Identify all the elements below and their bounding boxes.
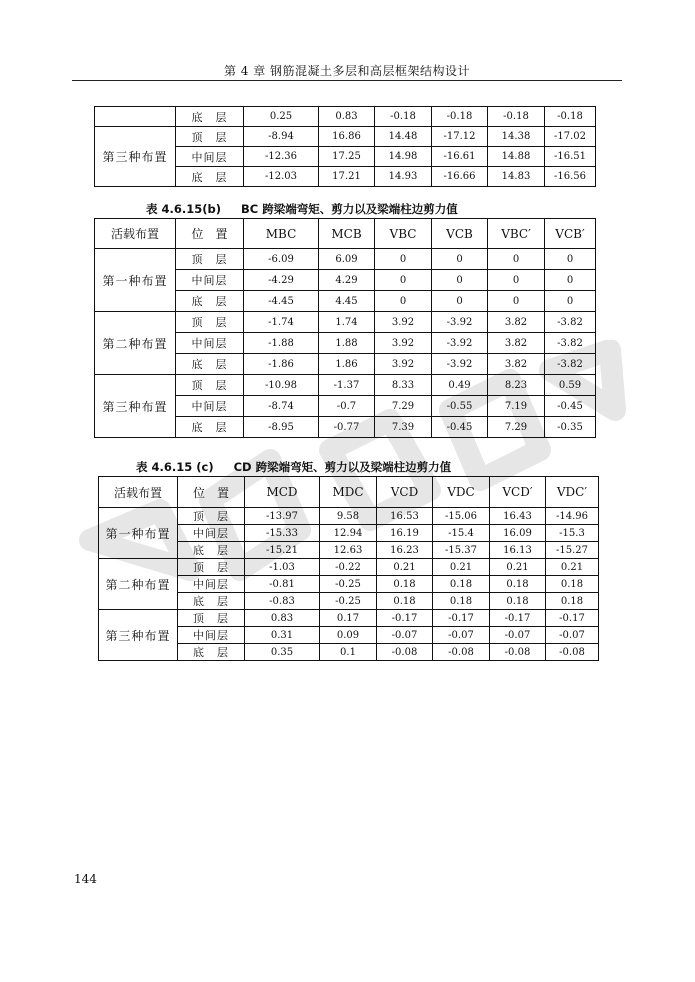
value-cell: 0.25 [244,107,319,127]
column-header: VCB′ [545,219,596,249]
value-cell: -0.17 [377,610,433,627]
table-a-continued [94,106,596,187]
value-cell: 3.92 [375,333,432,354]
value-cell: 16.23 [377,542,433,559]
position-cell: 底 层 [176,167,244,187]
value-cell: -0.45 [545,396,596,417]
group-cell [95,107,176,127]
value-cell: -4.29 [244,270,319,291]
value-cell: 3.92 [375,354,432,375]
caption-number: 表 4.6.15 (c) [136,460,214,474]
position-cell: 底 层 [178,593,245,610]
value-cell: 0.18 [546,576,599,593]
position-cell: 中间层 [176,396,244,417]
position-cell: 中间层 [176,147,244,167]
value-cell: -15.37 [433,542,490,559]
value-cell: -0.18 [545,107,596,127]
value-cell: 0.09 [320,627,377,644]
value-cell: 7.19 [488,396,545,417]
value-cell: 16.09 [490,525,546,542]
table-row [99,508,599,525]
position-cell: 底 层 [176,354,244,375]
column-header: VCB [432,219,488,249]
column-header: MDC [320,477,377,508]
value-cell: -0.07 [546,627,599,644]
position-cell: 底 层 [178,542,245,559]
value-cell: 16.19 [377,525,433,542]
value-cell: 9.58 [320,508,377,525]
caption-number: 表 4.6.15(b) [146,202,221,216]
value-cell: 0.21 [546,559,599,576]
value-cell: -6.09 [244,249,319,270]
table-b [94,218,596,438]
value-cell: 0 [432,270,488,291]
value-cell: -1.37 [319,375,375,396]
value-cell: 0.49 [432,375,488,396]
position-cell: 底 层 [178,644,245,661]
value-cell: -0.08 [546,644,599,661]
position-cell: 顶 层 [176,249,244,270]
value-cell: 16.86 [319,127,375,147]
value-cell: -16.56 [545,167,596,187]
value-cell: 17.21 [319,167,375,187]
value-cell: 1.86 [319,354,375,375]
column-header: 活载布置 [99,477,178,508]
header-rule [72,80,622,81]
value-cell: -8.94 [244,127,319,147]
position-cell: 中间层 [178,627,245,644]
value-cell: -0.07 [490,627,546,644]
value-cell: 0.18 [377,593,433,610]
value-cell: -0.55 [432,396,488,417]
column-header: 活载布置 [95,219,176,249]
value-cell: 0 [545,291,596,312]
value-cell: 0.83 [319,107,375,127]
value-cell: 16.53 [377,508,433,525]
value-cell: 14.98 [375,147,432,167]
value-cell: 0.21 [433,559,490,576]
value-cell: -0.18 [432,107,488,127]
value-cell: -0.25 [320,576,377,593]
position-cell: 顶 层 [178,610,245,627]
value-cell: 16.43 [490,508,546,525]
group-cell: 第三种布置 [99,610,178,661]
table-row [95,375,596,396]
value-cell: 0.18 [433,593,490,610]
value-cell: 0.21 [377,559,433,576]
caption-title: BC 跨梁端弯矩、剪力以及梁端柱边剪力值 [241,202,458,216]
column-header: VCD′ [490,477,546,508]
column-header: 位 置 [176,219,244,249]
position-cell: 中间层 [178,576,245,593]
value-cell: -1.88 [244,333,319,354]
value-cell: -0.17 [546,610,599,627]
position-cell: 顶 层 [176,127,244,147]
value-cell: -0.83 [245,593,320,610]
value-cell: -1.03 [245,559,320,576]
table-row [95,249,596,270]
value-cell: 14.38 [488,127,545,147]
table-row [99,559,599,576]
group-cell: 第三种布置 [95,375,176,438]
value-cell: 0.18 [490,576,546,593]
value-cell: 0 [488,270,545,291]
value-cell: 3.82 [488,312,545,333]
value-cell: -0.17 [490,610,546,627]
value-cell: -8.95 [244,417,319,438]
value-cell: 0 [545,249,596,270]
value-cell: -4.45 [244,291,319,312]
table-c [98,476,599,661]
value-cell: -16.66 [432,167,488,187]
value-cell: -15.06 [433,508,490,525]
value-cell: -10.98 [244,375,319,396]
value-cell: -17.02 [545,127,596,147]
position-cell: 顶 层 [178,559,245,576]
table-row [95,312,596,333]
column-header: 位 置 [178,477,245,508]
column-header: VBC [375,219,432,249]
value-cell: 0.21 [490,559,546,576]
caption-title: CD 跨梁端弯矩、剪力以及梁端柱边剪力值 [233,460,452,474]
value-cell: -12.36 [244,147,319,167]
value-cell: 0.18 [546,593,599,610]
column-header: VBC′ [488,219,545,249]
value-cell: 0 [488,249,545,270]
value-cell: 0.17 [320,610,377,627]
position-cell: 底 层 [176,107,244,127]
position-cell: 底 层 [176,417,244,438]
value-cell: -0.07 [433,627,490,644]
value-cell: 0 [375,291,432,312]
value-cell: -0.7 [319,396,375,417]
position-cell: 顶 层 [176,375,244,396]
value-cell: -3.82 [545,354,596,375]
value-cell: 8.33 [375,375,432,396]
position-cell: 中间层 [176,333,244,354]
value-cell: 0.18 [433,576,490,593]
value-cell: -17.12 [432,127,488,147]
column-header: MCB [319,219,375,249]
page-number: 144 [74,872,97,886]
value-cell: -15.21 [245,542,320,559]
table-row [95,127,596,147]
position-cell: 顶 层 [178,508,245,525]
value-cell: 0.31 [245,627,320,644]
value-cell: 7.29 [375,396,432,417]
value-cell: -0.18 [375,107,432,127]
value-cell: 0 [488,291,545,312]
value-cell: 14.48 [375,127,432,147]
value-cell: 0.18 [490,593,546,610]
value-cell: -15.27 [546,542,599,559]
page-header: 第 4 章 钢筋混凝土多层和高层框架结构设计 [223,64,471,78]
value-cell: 3.82 [488,333,545,354]
value-cell: 1.74 [319,312,375,333]
value-cell: -0.81 [245,576,320,593]
value-cell: -1.86 [244,354,319,375]
value-cell: -3.92 [432,312,488,333]
group-cell: 第三种布置 [95,127,176,187]
value-cell: 0 [432,249,488,270]
group-cell: 第一种布置 [99,508,178,559]
value-cell: 6.09 [319,249,375,270]
value-cell: 0.35 [245,644,320,661]
value-cell: -0.08 [433,644,490,661]
value-cell: 3.92 [375,312,432,333]
value-cell: 0.1 [320,644,377,661]
value-cell: -3.92 [432,333,488,354]
value-cell: -15.3 [546,525,599,542]
group-cell: 第一种布置 [95,249,176,312]
value-cell: 1.88 [319,333,375,354]
value-cell: 0 [375,270,432,291]
table-row [95,107,596,127]
value-cell: -3.92 [432,354,488,375]
value-cell: 7.29 [488,417,545,438]
group-cell: 第二种布置 [95,312,176,375]
value-cell: -3.82 [545,333,596,354]
position-cell: 顶 层 [176,312,244,333]
value-cell: -0.25 [320,593,377,610]
value-cell: 12.94 [320,525,377,542]
table-c-caption [136,459,451,475]
value-cell: 3.82 [488,354,545,375]
value-cell: -0.45 [432,417,488,438]
table-b-caption [146,201,458,217]
value-cell: 0.18 [377,576,433,593]
position-cell: 底 层 [176,291,244,312]
value-cell: 12.63 [320,542,377,559]
value-cell: -0.22 [320,559,377,576]
group-cell: 第二种布置 [99,559,178,610]
header-row [99,477,599,508]
value-cell: 0 [432,291,488,312]
column-header: VDC [433,477,490,508]
column-header: VCD [377,477,433,508]
value-cell: 7.39 [375,417,432,438]
value-cell: -1.74 [244,312,319,333]
value-cell: -16.51 [545,147,596,167]
value-cell: -15.33 [245,525,320,542]
value-cell: -0.08 [377,644,433,661]
value-cell: -0.17 [433,610,490,627]
value-cell: -0.18 [488,107,545,127]
value-cell: -8.74 [244,396,319,417]
value-cell: -12.03 [244,167,319,187]
value-cell: -16.61 [432,147,488,167]
column-header: MCD [245,477,320,508]
value-cell: 14.83 [488,167,545,187]
value-cell: 0 [375,249,432,270]
value-cell: -0.77 [319,417,375,438]
value-cell: -0.35 [545,417,596,438]
value-cell: -0.08 [490,644,546,661]
value-cell: 17.25 [319,147,375,167]
position-cell: 中间层 [178,525,245,542]
header-row [95,219,596,249]
position-cell: 中间层 [176,270,244,291]
value-cell: -13.97 [245,508,320,525]
value-cell: -3.82 [545,312,596,333]
value-cell: 14.88 [488,147,545,167]
column-header: VDC′ [546,477,599,508]
value-cell: -0.07 [377,627,433,644]
value-cell: 14.93 [375,167,432,187]
value-cell: 4.45 [319,291,375,312]
value-cell: 8.23 [488,375,545,396]
value-cell: -15.4 [433,525,490,542]
value-cell: 0.59 [545,375,596,396]
column-header: MBC [244,219,319,249]
value-cell: 4.29 [319,270,375,291]
value-cell: 16.13 [490,542,546,559]
value-cell: 0 [545,270,596,291]
value-cell: 0.83 [245,610,320,627]
value-cell: -14.96 [546,508,599,525]
table-row [99,610,599,627]
